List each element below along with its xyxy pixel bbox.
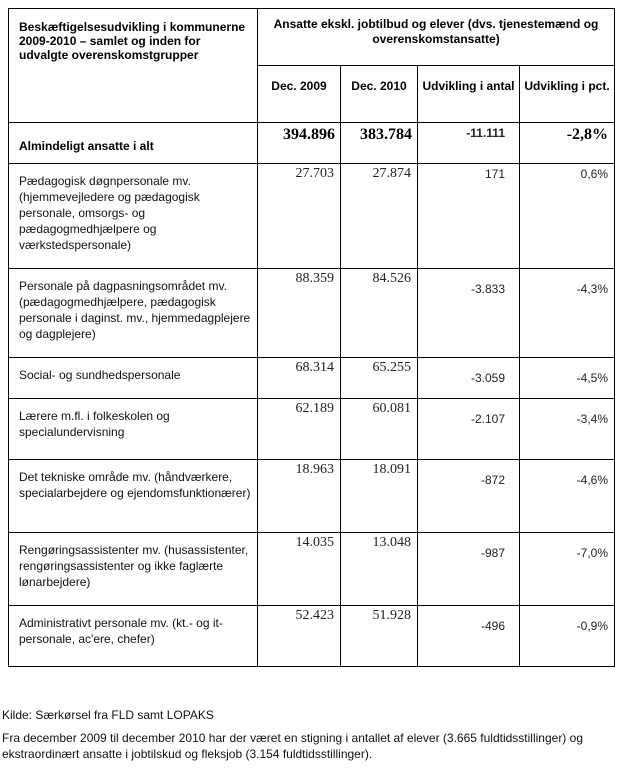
row-pct: -0,9% (520, 606, 615, 667)
row-pct: -4,3% (520, 269, 615, 358)
row-label: Det tekniske område mv. (håndværkere, specialarbejdere og ejendomsfunktionærer) (9, 460, 258, 533)
table-row (9, 533, 615, 606)
row-dec-2009: 68.314 (258, 358, 341, 399)
row-pct: -3,4% (520, 399, 615, 460)
header-row-group (9, 9, 615, 66)
row-label: Personale på dagpasningsområdet mv. (pædagogmedhjælpere, pædagogisk personale i daginst. mv., hjemmedagplejere og dagplejere) (9, 269, 258, 358)
row-dec-2009: 27.703 (258, 164, 341, 269)
column-header-dec-2009: Dec. 2009 (258, 66, 341, 123)
row-pct: 0,6% (520, 164, 615, 269)
total-pct: -2,8% (520, 123, 615, 164)
group-header: Ansatte ekskl. jobtilbud og elever (dvs. tjenestemænd og overenskomstansatte) (258, 9, 615, 66)
row-change: -872 (418, 460, 520, 533)
row-label: Rengøringsassistenter mv. (husassistenter, rengøringsassistenter og ikke faglærte lønarbejdere) (9, 533, 258, 606)
total-change: -11.111 (418, 123, 520, 164)
row-dec-2009: 62.189 (258, 399, 341, 460)
table-row (9, 358, 615, 399)
row-dec-2010: 65.255 (341, 358, 418, 399)
row-dec-2009: 14.035 (258, 533, 341, 606)
column-header-dec-2010: Dec. 2010 (341, 66, 418, 123)
row-dec-2010: 51.928 (341, 606, 418, 667)
row-dec-2010: 18.091 (341, 460, 418, 533)
employment-table (8, 8, 615, 667)
row-change: -2.107 (418, 399, 520, 460)
total-label: Almindeligt ansatte i alt (9, 123, 258, 164)
total-row (9, 123, 615, 164)
row-label: Lærere m.fl. i folkeskolen og specialundervisning (9, 399, 258, 460)
notes (2, 708, 622, 762)
row-dec-2009: 18.963 (258, 460, 341, 533)
row-dec-2010: 60.081 (341, 399, 418, 460)
row-label: Pædagogisk døgnpersonale mv. (hjemmevejledere og pædagogisk personale, omsorgs- og pædagogmedhjælpere og værkstedspersonale) (9, 164, 258, 269)
row-change: -496 (418, 606, 520, 667)
row-dec-2010: 84.526 (341, 269, 418, 358)
row-pct: -4,5% (520, 358, 615, 399)
column-header-change-pct: Udvikling i pct. (520, 66, 615, 123)
row-label: Social- og sundhedspersonale (9, 358, 258, 399)
row-dec-2009: 52.423 (258, 606, 341, 667)
row-dec-2010: 13.048 (341, 533, 418, 606)
row-change: 171 (418, 164, 520, 269)
total-dec-2010: 383.784 (341, 123, 418, 164)
row-change: -3.833 (418, 269, 520, 358)
row-pct: -4,6% (520, 460, 615, 533)
table-row (9, 164, 615, 269)
row-label: Administrativt personale mv. (kt.- og it-personale, ac'ere, chefer) (9, 606, 258, 667)
table-row (9, 399, 615, 460)
table-row (9, 606, 615, 667)
row-change: -987 (418, 533, 520, 606)
column-header-change-count: Udvikling i antal (418, 66, 520, 123)
total-dec-2009: 394.896 (258, 123, 341, 164)
table-title: Beskæftigelsesudvikling i kommunerne 2009-2010 – samlet og inden for udvalgte overenskomstgrupper (9, 9, 258, 123)
row-dec-2009: 88.359 (258, 269, 341, 358)
table-row (9, 269, 615, 358)
row-change: -3.059 (418, 358, 520, 399)
table-row (9, 460, 615, 533)
source-note: Kilde: Særkørsel fra FLD samt LOPAKS (2, 708, 214, 722)
explanatory-paragraph: Fra december 2009 til december 2010 har der været en stigning i antallet af elever (3.665 fuldtidsstillinger) og ekstraordinært ansatte i jobtilskud og fleksjob (3.154 fuldtidsstillinger). (2, 731, 583, 761)
row-pct: -7,0% (520, 533, 615, 606)
row-dec-2010: 27.874 (341, 164, 418, 269)
